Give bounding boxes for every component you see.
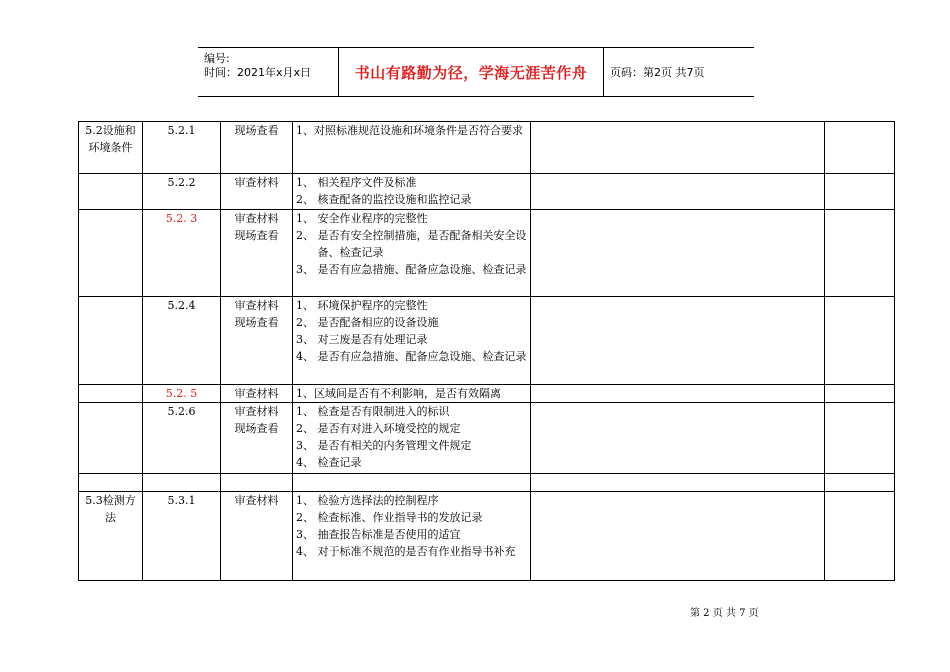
clause-cell: 5.2设施和环境条件 [79, 122, 143, 174]
check-item [296, 492, 527, 509]
method-line: 审查材料 [234, 494, 279, 507]
check-item [296, 385, 527, 402]
header-page-code: 页码：第2页 共7页 [610, 66, 705, 79]
remark-cell [825, 403, 895, 474]
check-item-number: 1、 [296, 405, 318, 418]
clause-cell [79, 297, 143, 385]
result-cell [531, 174, 825, 210]
check-item-text: 环境保护程序的完整性 [317, 299, 428, 312]
check-item-number: 1、 [296, 176, 318, 189]
check-item-number: 1、 [296, 387, 314, 400]
method-cell [221, 297, 293, 385]
items-cell [293, 297, 531, 385]
table-row [79, 174, 895, 210]
method-cell [221, 210, 293, 297]
check-item-text: 安全作业程序的完整性 [317, 212, 428, 225]
items-cell [293, 403, 531, 474]
check-item [296, 437, 527, 454]
check-item-text: 检查是否有限制进入的标识 [317, 405, 450, 418]
check-item-text: 对于标准不规范的是否有作业指导书补充 [317, 545, 516, 558]
check-item [296, 227, 527, 261]
table-row [79, 210, 895, 297]
remark-cell [825, 174, 895, 210]
result-cell [531, 122, 825, 174]
method-cell [221, 174, 293, 210]
result-cell [531, 403, 825, 474]
clause-number: 5.2.1 [143, 122, 221, 174]
check-item [296, 210, 527, 227]
method-line: 审查材料 [234, 405, 279, 418]
clause-number: 5.2.2 [143, 174, 221, 210]
check-item-number: 1、 [296, 494, 318, 507]
clause-number: 5.3.1 [143, 492, 221, 581]
check-item-number: 4、 [296, 350, 318, 363]
check-item [296, 403, 527, 420]
clause-cell [79, 403, 143, 474]
check-item [296, 191, 527, 208]
clause-cell [79, 210, 143, 297]
remark-cell [825, 210, 895, 297]
result-cell [531, 210, 825, 297]
check-item-text: 核查配备的监控设施和监控记录 [317, 193, 472, 206]
items-cell [293, 210, 531, 297]
check-item [296, 261, 527, 278]
check-item [296, 297, 527, 314]
check-item [296, 526, 527, 543]
remark-cell [825, 297, 895, 385]
check-item-text: 抽查报告标准是否使用的适宜 [317, 528, 461, 541]
check-item-text: 检查标准、作业指导书的发放记录 [317, 511, 483, 524]
result-cell [531, 297, 825, 385]
clause-cell [79, 385, 143, 403]
items-cell [293, 122, 531, 174]
method-cell [221, 492, 293, 581]
check-item-number: 1、 [296, 124, 314, 137]
check-item [296, 331, 527, 348]
check-item-number: 3、 [296, 333, 318, 346]
check-item-text: 检查记录 [317, 456, 362, 469]
check-item-text: 区域间是否有不利影响，是否有效隔离 [314, 387, 501, 400]
header-meta [198, 48, 338, 96]
result-cell [531, 385, 825, 403]
result-cell [531, 492, 825, 581]
doc-number-label: 编号: [204, 52, 230, 65]
check-item-text: 是否有对进入环境受控的规定 [317, 422, 461, 435]
check-item [296, 543, 527, 560]
page-header [198, 47, 754, 97]
items-cell [293, 174, 531, 210]
table-row [79, 297, 895, 385]
check-item-text: 是否有安全控制措施，是否配备相关安全设备、检查记录 [317, 229, 527, 259]
check-item [296, 122, 527, 139]
check-item [296, 174, 527, 191]
method-line: 现场查看 [234, 422, 279, 435]
remark-cell [825, 385, 895, 403]
page-footer: 第 2 页 共 7 页 [690, 608, 759, 619]
check-item-number: 2、 [296, 511, 318, 524]
check-item-number: 2、 [296, 229, 318, 242]
check-item-number: 2、 [296, 316, 318, 329]
check-item-number: 2、 [296, 422, 318, 435]
clause-number: 5.2. 5 [143, 385, 221, 403]
remark-cell [825, 492, 895, 581]
method-cell [221, 403, 293, 474]
header-motto: 书山有路勤为径，学海无涯苦作舟 [338, 48, 604, 96]
method-line: 现场查看 [234, 229, 279, 242]
table-row [79, 122, 895, 174]
method-line: 现场查看 [234, 124, 279, 137]
check-item-number: 1、 [296, 299, 318, 312]
check-item-text: 检验方选择法的控制程序 [317, 494, 439, 507]
remark-cell [825, 122, 895, 174]
method-cell [221, 122, 293, 174]
audit-table [78, 121, 895, 581]
check-item-number: 3、 [296, 528, 318, 541]
items-cell [293, 492, 531, 581]
check-item [296, 454, 527, 471]
method-cell [221, 385, 293, 403]
table-row [79, 385, 895, 403]
clause-number: 5.2.6 [143, 403, 221, 474]
clause-cell [79, 174, 143, 210]
check-item [296, 420, 527, 437]
method-line: 审查材料 [234, 176, 279, 189]
check-item-number: 1、 [296, 212, 318, 225]
check-item-number: 3、 [296, 439, 318, 452]
method-line: 审查材料 [234, 299, 279, 312]
items-cell [293, 385, 531, 403]
doc-time-label: 时间：2021年x月x日 [204, 66, 312, 79]
check-item-text: 是否有应急措施、配备应急设施、检查记录 [317, 350, 527, 363]
table-row-spacer [79, 474, 895, 492]
method-line: 审查材料 [234, 387, 279, 400]
clause-cell: 5.3检测方法 [79, 492, 143, 581]
method-line: 审查材料 [234, 212, 279, 225]
check-item-number: 4、 [296, 545, 318, 558]
table-row [79, 492, 895, 581]
clause-number: 5.2. 3 [143, 210, 221, 297]
method-line: 现场查看 [234, 316, 279, 329]
check-item-text: 是否配备相应的设备设施 [317, 316, 439, 329]
check-item-text: 对照标准规范设施和环境条件是否符合要求 [314, 124, 523, 137]
check-item-number: 3、 [296, 263, 318, 276]
check-item-text: 是否有相关的内务管理文件规定 [317, 439, 472, 452]
check-item [296, 509, 527, 526]
clause-number: 5.2.4 [143, 297, 221, 385]
check-item-text: 对三废是否有处理记录 [317, 333, 428, 346]
check-item [296, 348, 527, 365]
check-item-text: 相关程序文件及标准 [317, 176, 417, 189]
table-row [79, 403, 895, 474]
check-item-text: 是否有应急措施、配备应急设施、检查记录 [317, 263, 527, 276]
check-item [296, 314, 527, 331]
check-item-number: 2、 [296, 193, 318, 206]
check-item-number: 4、 [296, 456, 318, 469]
